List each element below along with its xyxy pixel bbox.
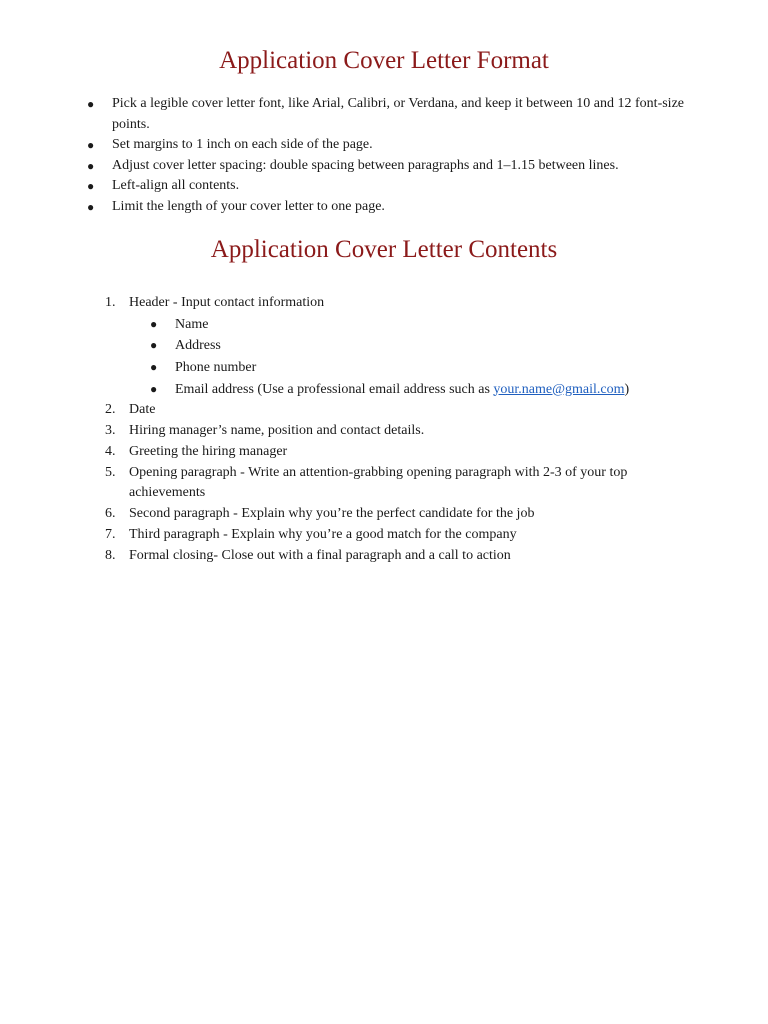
list-item <box>105 421 689 442</box>
bullet-icon: ● <box>150 381 158 396</box>
bullet-icon: ● <box>87 138 95 152</box>
list-item-text: Hiring manager’s name, position and contact details. <box>129 422 425 438</box>
sublist-item <box>129 314 689 336</box>
list-item <box>105 400 689 421</box>
format-heading: Application Cover Letter Format <box>219 47 549 74</box>
list-item <box>105 504 689 525</box>
item-number: 3. <box>105 422 116 438</box>
list-item <box>105 546 689 567</box>
list-item <box>105 442 689 463</box>
list-item-text: Adjust cover letter spacing: double spacing between paragraphs and 1–1.15 between lines. <box>112 157 619 173</box>
sublist-item <box>129 335 689 357</box>
list-item <box>105 463 689 505</box>
list-item <box>105 525 689 546</box>
bullet-icon: ● <box>150 338 158 353</box>
list-item-text: Second paragraph - Explain why you’re the perfect candidate for the job <box>129 506 535 522</box>
list-item-text: Formal closing- Close out with a final paragraph and a call to action <box>129 547 511 563</box>
contents-numbered-list <box>105 293 689 567</box>
list-item-text: Pick a legible cover letter font, like Arial, Calibri, or Verdana, and keep it between 10 and 12 font-size points. <box>112 96 684 132</box>
sublist-item-text: Address <box>175 338 221 354</box>
list-item <box>87 197 692 218</box>
list-item <box>87 156 692 177</box>
list-item-text: Limit the length of your cover letter to one page. <box>112 198 385 214</box>
list-item-text: Greeting the hiring manager <box>129 443 288 459</box>
list-item-text: Left-align all contents. <box>112 178 240 193</box>
bullet-icon: ● <box>87 158 95 173</box>
bullet-icon: ● <box>87 97 95 111</box>
list-item-text: Third paragraph - Explain why you’re a good match for the company <box>129 526 517 542</box>
sublist-item <box>129 379 689 401</box>
list-item-text: Header - Input contact information <box>129 295 325 310</box>
bullet-icon: ● <box>87 199 95 214</box>
sublist-item-text: Name <box>175 316 209 332</box>
item-number: 5. <box>105 464 116 480</box>
bullet-icon: ● <box>87 179 95 193</box>
item-number: 7. <box>105 526 116 542</box>
list-item-text: Date <box>129 402 156 418</box>
list-item-text: Set margins to 1 inch on each side of the page. <box>112 137 373 152</box>
item-number: 4. <box>105 443 116 459</box>
list-item <box>87 176 692 197</box>
item-number: 1. <box>105 295 116 310</box>
list-item <box>105 293 689 400</box>
list-item <box>87 135 692 156</box>
sublist-item <box>129 357 689 379</box>
contact-info-sublist <box>129 314 689 400</box>
item-number: 2. <box>105 402 116 418</box>
item-number: 8. <box>105 547 116 563</box>
contents-heading: Application Cover Letter Contents <box>210 236 558 263</box>
item-number: 6. <box>105 506 116 522</box>
email-prefix-text: Email address (Use a professional email address such as <box>175 381 494 397</box>
email-link[interactable]: your.name@gmail.com <box>493 381 625 397</box>
bullet-icon: ● <box>150 316 158 331</box>
format-bullet-list <box>87 94 692 217</box>
email-suffix-text: ) <box>624 381 630 397</box>
sublist-item-text: Phone number <box>175 359 257 375</box>
list-item-text: Opening paragraph - Write an attention-grabbing opening paragraph with 2-3 of your top achievements <box>129 464 628 501</box>
list-item <box>87 94 692 135</box>
bullet-icon: ● <box>150 359 158 374</box>
